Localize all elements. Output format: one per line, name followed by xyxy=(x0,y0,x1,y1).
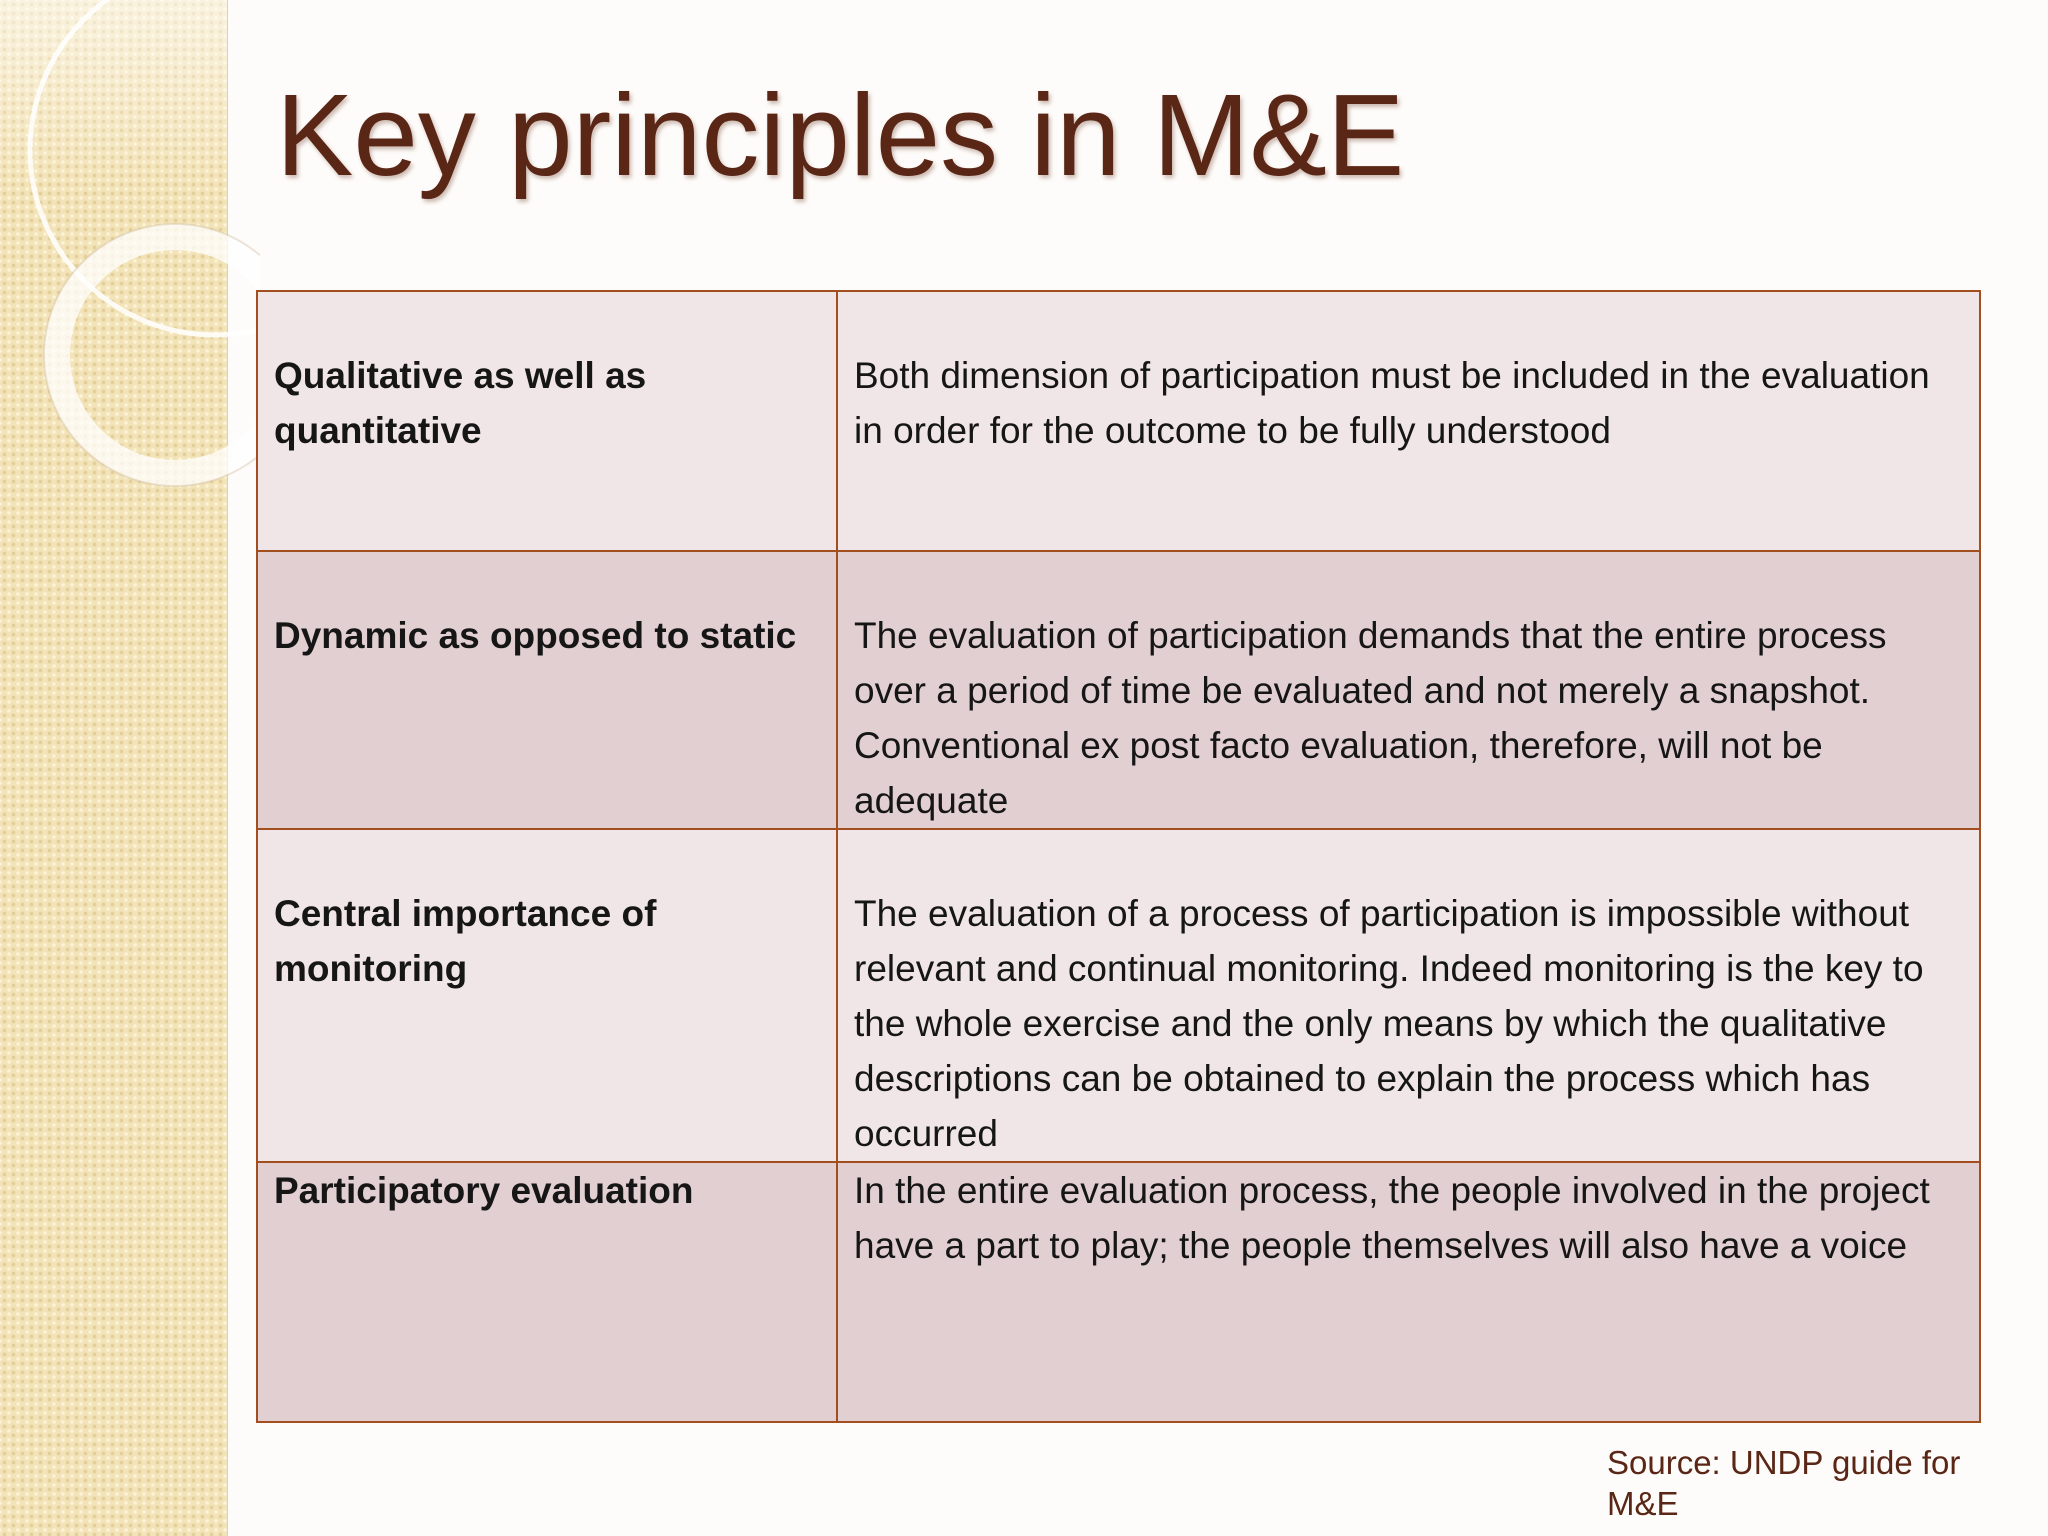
principle-description: The evaluation of a process of participation is impossible without relevant and continual monitoring. Indeed monitoring is the key to the whole exercise and the only means by which the qualitative descriptions can be obtained to explain the process which has occurred xyxy=(837,829,1980,1162)
principles-table xyxy=(256,290,1981,1423)
table-row xyxy=(257,1162,1980,1422)
decorative-rings xyxy=(0,0,260,520)
principle-term: Qualitative as well as quantitative xyxy=(257,291,837,551)
principle-term: Dynamic as opposed to static xyxy=(257,551,837,829)
slide-title: Key principles in M&E xyxy=(276,70,1405,200)
source-citation: Source: UNDP guide for M&E xyxy=(1607,1444,1961,1522)
principle-description: The evaluation of participation demands that the entire process over a period of time be evaluated and not merely a snapshot. Conventional ex post facto evaluation, therefore, will not be adequate xyxy=(837,551,1980,829)
principle-term: Participatory evaluation xyxy=(257,1162,837,1422)
principle-description: Both dimension of participation must be included in the evaluation in order for the outcome to be fully understood xyxy=(837,291,1980,551)
principle-description: In the entire evaluation process, the people involved in the project have a part to play; the people themselves will also have a voice xyxy=(837,1162,1980,1422)
table-row xyxy=(257,291,1980,551)
table-row xyxy=(257,829,1980,1162)
thick-ring xyxy=(57,237,260,473)
table-row xyxy=(257,551,1980,829)
principle-term: Central importance of monitoring xyxy=(257,829,837,1162)
